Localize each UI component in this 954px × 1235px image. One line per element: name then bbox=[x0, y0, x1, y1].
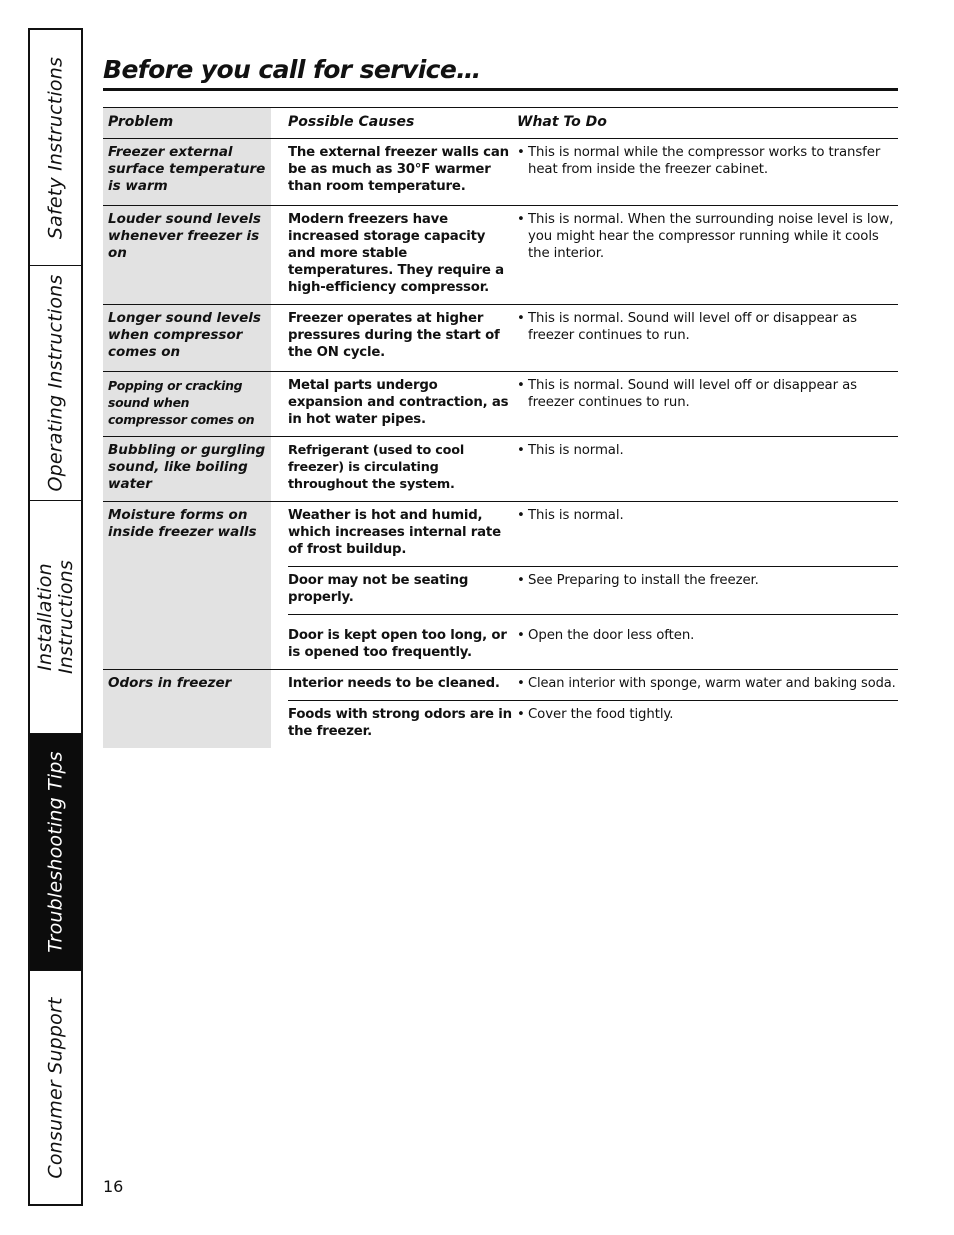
table-row bbox=[103, 502, 898, 670]
tab-operating-instructions[interactable] bbox=[30, 266, 81, 501]
cause-row bbox=[288, 305, 898, 371]
cause-cell bbox=[288, 310, 517, 363]
cause-cell: Door is kept open too long, or is opened too frequently. bbox=[288, 628, 507, 660]
tab-label: Installation Instructions bbox=[33, 560, 77, 674]
todo-cell: See Preparing to install the freezer. bbox=[528, 573, 759, 588]
cause-cell: Foods with strong odors are in the freezer. bbox=[288, 707, 512, 739]
cause-cell: The external freezer walls can be as much as 30°F warmer than room temperature. bbox=[288, 145, 509, 194]
cause-row bbox=[288, 614, 898, 669]
tab-safety-instructions[interactable] bbox=[30, 30, 81, 266]
bullet: • bbox=[517, 508, 525, 523]
tab-troubleshooting-tips[interactable] bbox=[30, 734, 81, 971]
cause-cell: Door may not be seating properly. bbox=[288, 573, 469, 605]
cause-cell: Metal parts undergo expansion and contraction, as in hot water pipes. bbox=[288, 378, 509, 427]
todo-cell: This is normal. Sound will level off or disappear as freezer continues to run. bbox=[528, 311, 857, 343]
cause-cell: Interior needs to be cleaned. bbox=[288, 676, 500, 691]
bullet: • bbox=[517, 212, 525, 227]
cause-row bbox=[288, 566, 898, 614]
tab-consumer-support[interactable] bbox=[30, 971, 81, 1204]
page-title: Before you call for service… bbox=[103, 55, 481, 84]
cause-cell: Modern freezers have increased storage capacity and more stable temperatures. They require a high-efficiency compressor. bbox=[288, 212, 504, 295]
cause-row bbox=[288, 372, 898, 436]
problem-cell: Louder sound levels whenever freezer is on bbox=[103, 206, 271, 304]
bullet: • bbox=[517, 311, 525, 326]
tab-label: Operating Instructions bbox=[44, 274, 66, 492]
table-row bbox=[103, 437, 898, 502]
cause-row bbox=[288, 437, 898, 501]
todo-cell: This is normal. bbox=[528, 443, 624, 458]
table-row bbox=[103, 372, 898, 437]
table-header bbox=[103, 107, 898, 139]
page-number: 16 bbox=[103, 1177, 124, 1196]
header-what-to-do: What To Do bbox=[517, 114, 607, 130]
problem-cell: Longer sound levels when compressor comes on bbox=[103, 305, 271, 371]
cause-cell: Refrigerant (used to cool freezer) is circulating throughout the system. bbox=[288, 443, 465, 492]
table-row bbox=[103, 670, 898, 748]
header-possible-causes: Possible Causes bbox=[288, 114, 415, 130]
tab-label: Troubleshooting Tips bbox=[44, 751, 66, 953]
tab-label: Consumer Support bbox=[44, 996, 66, 1179]
cause-row bbox=[288, 700, 898, 748]
cause-row bbox=[288, 206, 898, 304]
tab-installation-instructions[interactable] bbox=[30, 501, 81, 734]
bullet: • bbox=[517, 707, 525, 722]
cause-cell: Weather is hot and humid, which increases internal rate of frost buildup. bbox=[288, 508, 501, 557]
problem-cell: Bubbling or gurgling sound, like boiling water bbox=[103, 437, 271, 501]
table-row bbox=[103, 206, 898, 305]
tab-label: Safety Instructions bbox=[44, 56, 66, 239]
todo-cell: Open the door less often. bbox=[528, 628, 695, 643]
problem-cell: Popping or cracking sound when compressor comes on bbox=[103, 372, 271, 436]
section-tabs bbox=[28, 28, 83, 1206]
table-row bbox=[103, 305, 898, 372]
todo-cell: This is normal. When the surrounding noise level is low, you might hear the compressor running while it cools the interior. bbox=[528, 212, 894, 261]
problem-cell: Moisture forms on inside freezer walls bbox=[103, 502, 271, 669]
todo-cell: This is normal while the compressor works to transfer heat from inside the freezer cabinet. bbox=[528, 145, 881, 177]
cause-text: Freezer operates at higher pressures during the start of the ON cycle. bbox=[288, 311, 500, 360]
bullet: • bbox=[517, 145, 525, 160]
bullet: • bbox=[517, 443, 525, 458]
todo-cell: Cover the food tightly. bbox=[528, 707, 674, 722]
todo-cell: This is normal. Sound will level off or disappear as freezer continues to run. bbox=[528, 378, 857, 410]
header-problem: Problem bbox=[103, 108, 271, 138]
bullet: • bbox=[517, 573, 525, 588]
problem-cell: Freezer external surface temperature is warm bbox=[103, 139, 271, 205]
cause-row bbox=[288, 502, 898, 566]
bullet: • bbox=[517, 676, 525, 691]
bullet: • bbox=[517, 378, 525, 393]
cause-row bbox=[288, 670, 898, 700]
bullet: • bbox=[517, 628, 525, 643]
table-row bbox=[103, 139, 898, 206]
cause-row bbox=[288, 139, 898, 205]
title-rule bbox=[103, 88, 898, 91]
todo-cell: This is normal. bbox=[528, 508, 624, 523]
problem-cell: Odors in freezer bbox=[103, 670, 271, 748]
todo-cell: Clean interior with sponge, warm water and baking soda. bbox=[528, 676, 896, 691]
troubleshooting-table bbox=[103, 107, 898, 748]
